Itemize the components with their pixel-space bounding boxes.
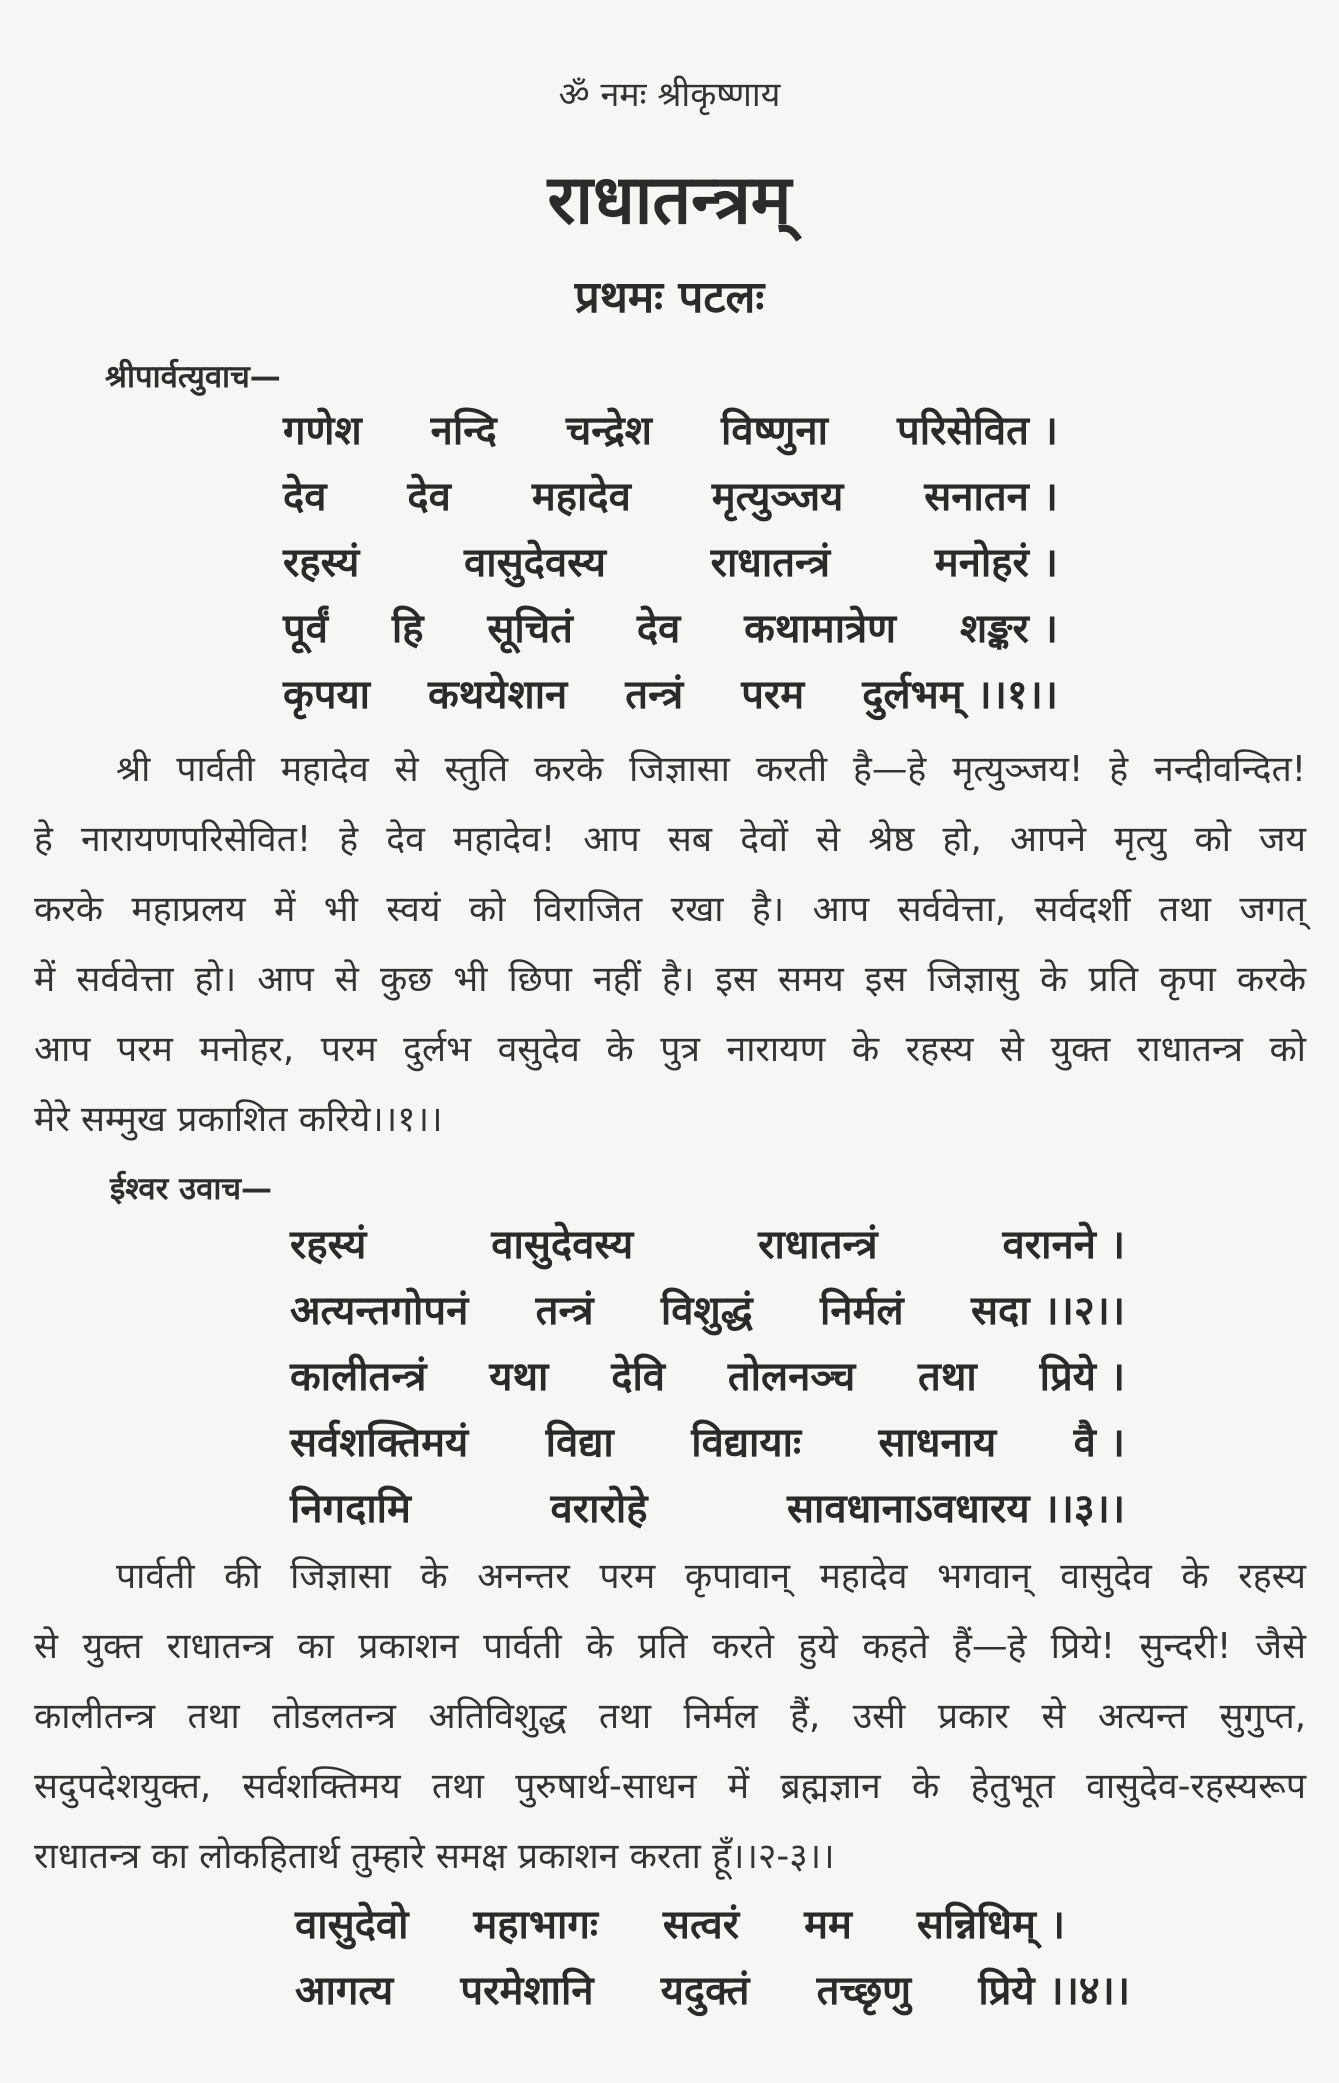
commentary-line: कालीतन्त्र तथा तोडलतन्त्र अतिविशुद्ध तथा निर्मल हैं, उसी प्रकार से अत्यन्त सुगुप्त, xyxy=(34,1696,1306,1737)
verse-word: विद्यायाः xyxy=(691,1420,802,1466)
verse-word: सावधानाऽवधारय ।।३।। xyxy=(787,1486,1125,1532)
commentary-line: श्री पार्वती महादेव से स्तुति करके जिज्ञासा करती है—हे मृत्युञ्जय! हे नन्दीवन्दित! xyxy=(116,749,1306,790)
verse-word: देवि xyxy=(611,1354,666,1400)
verse-word: रहस्यं xyxy=(290,1222,367,1268)
verse-block-2 xyxy=(290,1212,1125,1542)
verse-word: यदुक्तं xyxy=(660,1968,750,2014)
commentary-line: सदुपदेशयुक्त, सर्वशक्तिमय तथा पुरुषार्थ-साधन में ब्रह्मज्ञान के हेतुभूत वासुदेव-रहस्यरूप xyxy=(34,1766,1306,1807)
verse-word: रहस्यं xyxy=(283,540,360,586)
verse-line xyxy=(283,596,1058,662)
verse-line xyxy=(290,1212,1125,1278)
verse-word: मनोहरं । xyxy=(934,540,1058,586)
verse-word: सूचितं xyxy=(487,606,573,652)
verse-word: सर्वशक्तिमयं xyxy=(290,1420,469,1466)
verse-word: परमेशानि xyxy=(460,1968,594,2014)
verse-word: वरारोहे xyxy=(550,1486,648,1532)
verse-word: आगत्य xyxy=(295,1968,394,2014)
verse-line xyxy=(283,464,1058,530)
commentary-line: पार्वती की जिज्ञासा के अनन्तर परम कृपावान् महादेव भगवान् वासुदेव के रहस्य xyxy=(116,1556,1306,1597)
verse-word: वै । xyxy=(1073,1420,1125,1466)
invocation: ॐ नमः श्रीकृष्णाय xyxy=(558,75,781,115)
verse-word: प्रिये । xyxy=(1039,1354,1125,1400)
verse-word: यथा xyxy=(489,1354,549,1400)
verse-word: वरानने । xyxy=(1002,1222,1125,1268)
verse-block-1 xyxy=(283,398,1058,728)
verse-word: मम xyxy=(804,1902,852,1948)
verse-word: चन्द्रेश xyxy=(565,408,653,454)
verse-word: परिसेवित । xyxy=(896,408,1058,454)
verse-line xyxy=(290,1344,1125,1410)
commentary-paragraph-2 xyxy=(34,1542,1306,1892)
speaker-label: श्रीपार्वत्युवाच— xyxy=(105,359,281,395)
verse-word: देव xyxy=(407,474,451,520)
verse-block-3 xyxy=(295,1892,1130,2024)
commentary-line: आप परम मनोहर, परम दुर्लभ वसुदेव के पुत्र नारायण के रहस्य से युक्त राधातन्त्र को xyxy=(34,1029,1306,1070)
verse-line xyxy=(283,662,1058,728)
verse-word: प्रिये ।।४।। xyxy=(978,1968,1130,2014)
verse-line xyxy=(283,530,1058,596)
verse-word: हि xyxy=(391,606,424,652)
verse-line xyxy=(290,1278,1125,1344)
verse-word: दुर्लभम् ।।१।। xyxy=(862,672,1058,718)
verse-line xyxy=(290,1476,1125,1542)
verse-word: शङ्कर । xyxy=(959,606,1058,652)
verse-line xyxy=(295,1892,1065,1958)
page-title: राधातन्त्रम् xyxy=(547,161,792,240)
verse-word: कालीतन्त्रं xyxy=(290,1354,427,1400)
verse-word: निर्मलं xyxy=(820,1288,904,1334)
verse-word: सन्निधिम् । xyxy=(916,1902,1065,1948)
verse-word: कृपया xyxy=(283,672,370,718)
commentary-paragraph-1 xyxy=(34,735,1306,1155)
verse-line xyxy=(290,1410,1125,1476)
verse-word: महाभागः xyxy=(473,1902,598,1948)
verse-word: पूर्वं xyxy=(283,606,328,652)
verse-word: राधातन्त्रं xyxy=(710,540,831,586)
verse-word: राधातन्त्रं xyxy=(758,1222,878,1268)
verse-word: तोलनञ्च xyxy=(727,1354,856,1400)
verse-word: अत्यन्तगोपनं xyxy=(290,1288,469,1334)
speaker-label: ईश्वर उवाच— xyxy=(110,1171,273,1207)
verse-word: कथामात्रेण xyxy=(744,606,897,652)
verse-line xyxy=(295,1958,1130,2024)
verse-word: विद्या xyxy=(545,1420,614,1466)
verse-word: देव xyxy=(283,474,327,520)
verse-word: तथा xyxy=(918,1354,977,1400)
verse-word: महादेव xyxy=(531,474,631,520)
commentary-line: राधातन्त्र का लोकहितार्थ तुम्हारे समक्ष प्रकाशन करता हूँ।।२-३।। xyxy=(34,1836,835,1877)
commentary-line: में सर्ववेत्ता हो। आप से कुछ भी छिपा नहीं है। इस समय इस जिज्ञासु के प्रति कृपा करके xyxy=(34,959,1306,1000)
verse-word: तन्त्रं xyxy=(535,1288,594,1334)
verse-word: सदा ।।२।। xyxy=(970,1288,1125,1334)
verse-word: विशुद्धं xyxy=(660,1288,753,1334)
verse-word: परम xyxy=(741,672,805,718)
verse-word: निगदामि xyxy=(290,1486,411,1532)
commentary-line: से युक्त राधातन्त्र का प्रकाशन पार्वती के प्रति करते हुये कहते हैं—हे प्रिये! सुन्दरी! जैसे xyxy=(34,1626,1306,1667)
verse-word: तच्छृणु xyxy=(816,1968,912,2014)
verse-word: देव xyxy=(636,606,681,652)
verse-word: तन्त्रं xyxy=(625,672,684,718)
commentary-line: हे नारायणपरिसेवित! हे देव महादेव! आप सब देवों से श्रेष्ठ हो, आपने मृत्यु को जय xyxy=(34,819,1306,860)
chapter-heading: प्रथमः पटलः xyxy=(574,272,765,323)
verse-word: नन्दि xyxy=(430,408,497,454)
verse-word: मृत्युञ्जय xyxy=(711,474,844,520)
verse-word: वासुदेवस्य xyxy=(491,1222,634,1268)
commentary-line: करके महाप्रलय में भी स्वयं को विराजित रखा है। आप सर्ववेत्ता, सर्वदर्शी तथा जगत् xyxy=(34,889,1306,930)
verse-word: कथयेशान xyxy=(428,672,568,718)
verse-line xyxy=(283,398,1058,464)
verse-word: सनातन । xyxy=(924,474,1058,520)
verse-word: सत्वरं xyxy=(662,1902,740,1948)
verse-word: वासुदेवस्य xyxy=(464,540,606,586)
commentary-line: मेरे सम्मुख प्रकाशित करिये।।१।। xyxy=(34,1099,443,1140)
verse-word: विष्णुना xyxy=(721,408,828,454)
verse-word: साधनाय xyxy=(878,1420,997,1466)
verse-word: गणेश xyxy=(283,408,362,454)
verse-word: वासुदेवो xyxy=(295,1902,409,1948)
